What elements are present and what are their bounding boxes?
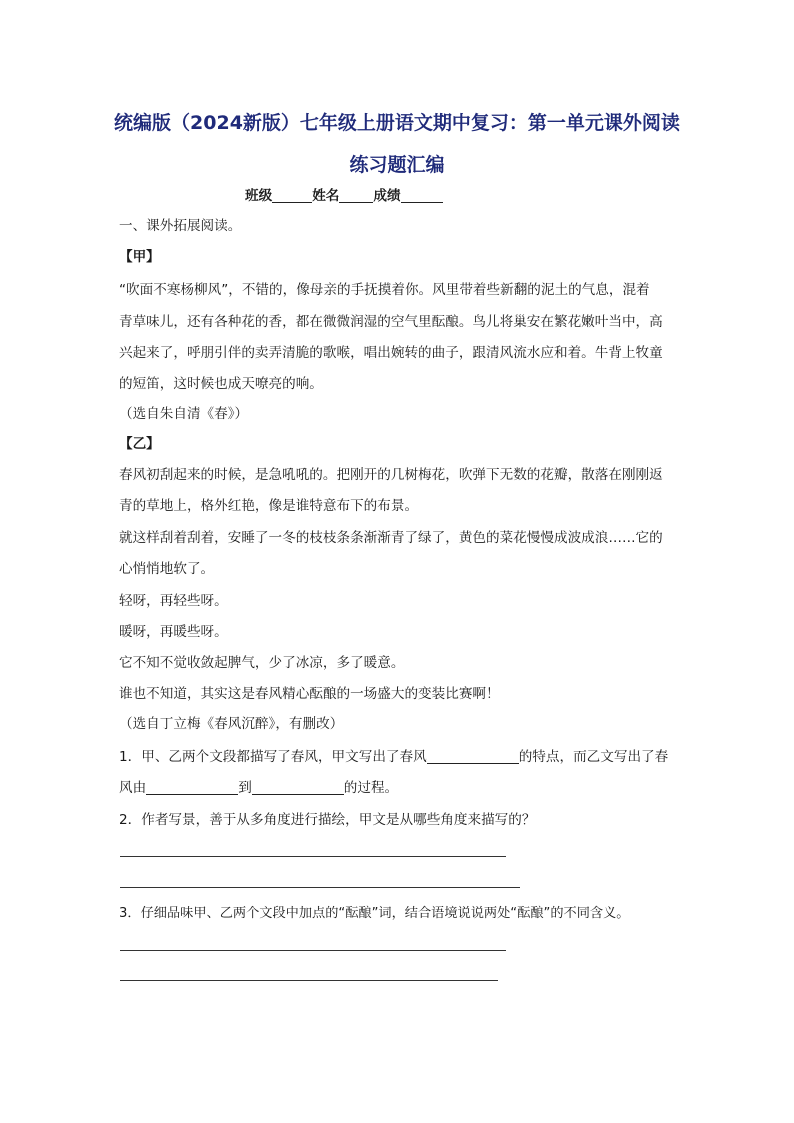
student-info-line bbox=[245, 186, 794, 206]
question-3-text: 3．仔细品味甲、乙两个文段中加点的“酝酿”词，结合语境说说两处“酝酿”的不同含义。 bbox=[119, 906, 630, 921]
class-blank[interactable] bbox=[272, 188, 312, 203]
answer-line[interactable] bbox=[120, 950, 506, 951]
name-label: 姓名 bbox=[312, 188, 340, 204]
document-title-line1: 统编版（2024新版）七年级上册语文期中复习：第一单元课外阅读 bbox=[114, 112, 680, 134]
passage-yi-source: （选自丁立梅《春风沉醉》，有删改） bbox=[119, 716, 344, 732]
answer-line[interactable] bbox=[120, 980, 498, 981]
section-heading: 一、课外拓展阅读。 bbox=[119, 218, 242, 234]
passage-yi-line: 轻呀，再轻些呀。 bbox=[119, 593, 228, 609]
answer-blank[interactable] bbox=[252, 780, 344, 795]
passage-yi-line: 青的草地上，格外红艳，像是谁特意布下的布景。 bbox=[119, 498, 419, 514]
class-label: 班级 bbox=[245, 188, 273, 204]
question-1-text: 的特点，而乙文写出了春 bbox=[518, 749, 669, 765]
passage-jia-line: 的短笛，这时候也成天嘹亮的响。 bbox=[119, 376, 323, 392]
passage-yi-line: 它不知不觉收敛起脾气，少了冰凉，多了暖意。 bbox=[119, 655, 405, 671]
passage-yi-line: 春风初刮起来的时候，是急吼吼的。把刚开的几树梅花，吹弹下无数的花瓣，散落在刚刚返 bbox=[119, 467, 663, 483]
document-title-line2: 练习题汇编 bbox=[349, 154, 445, 176]
score-blank[interactable] bbox=[401, 188, 443, 203]
passage-jia-line: 青草味儿，还有各种花的香，都在微微润湿的空气里酝酿。鸟儿将巢安在繁花嫩叶当中，高 bbox=[119, 314, 663, 330]
name-blank[interactable] bbox=[339, 188, 373, 203]
answer-line[interactable] bbox=[120, 856, 506, 857]
question-2-text: 2．作者写景，善于从多角度进行描绘，甲文是从哪些角度来描写的？ bbox=[119, 812, 536, 828]
passage-jia-line: “吹面不寒杨柳风”，不错的，像母亲的手抚摸着你。风里带着些新翻的泥土的气息，混着 bbox=[119, 282, 650, 298]
passage-jia-source: （选自朱自清《春》） bbox=[119, 406, 249, 422]
answer-line[interactable] bbox=[120, 887, 520, 888]
passage-yi-label: 【乙】 bbox=[119, 436, 160, 452]
question-1-text: 到 bbox=[238, 780, 252, 796]
question-1-text: 风由 bbox=[119, 780, 147, 796]
passage-yi-line: 暖呀，再暖些呀。 bbox=[119, 624, 228, 640]
answer-blank[interactable] bbox=[146, 780, 238, 795]
answer-blank[interactable] bbox=[427, 749, 519, 764]
passage-yi-line: 心悄悄地软了。 bbox=[119, 561, 215, 577]
question-1-text: 的过程。 bbox=[343, 780, 399, 796]
question-1-text: 1．甲、乙两个文段都描写了春风，甲文写出了春风 bbox=[119, 749, 427, 765]
passage-jia-line: 兴起来了，呼朋引伴的卖弄清脆的歌喉，唱出婉转的曲子，跟清风流水应和着。牛背上牧童 bbox=[119, 345, 663, 361]
passage-yi-line: 谁也不知道，其实这是春风精心酝酿的一场盛大的变装比赛啊！ bbox=[119, 686, 500, 702]
question-1-line2 bbox=[119, 778, 689, 798]
question-1-line1 bbox=[119, 747, 689, 767]
score-label: 成绩 bbox=[373, 188, 401, 204]
passage-yi-line: 就这样刮着刮着，安睡了一冬的枝枝条条渐渐青了绿了，黄色的菜花慢慢成波成浪……它的 bbox=[119, 530, 663, 546]
passage-jia-label: 【甲】 bbox=[119, 249, 160, 265]
